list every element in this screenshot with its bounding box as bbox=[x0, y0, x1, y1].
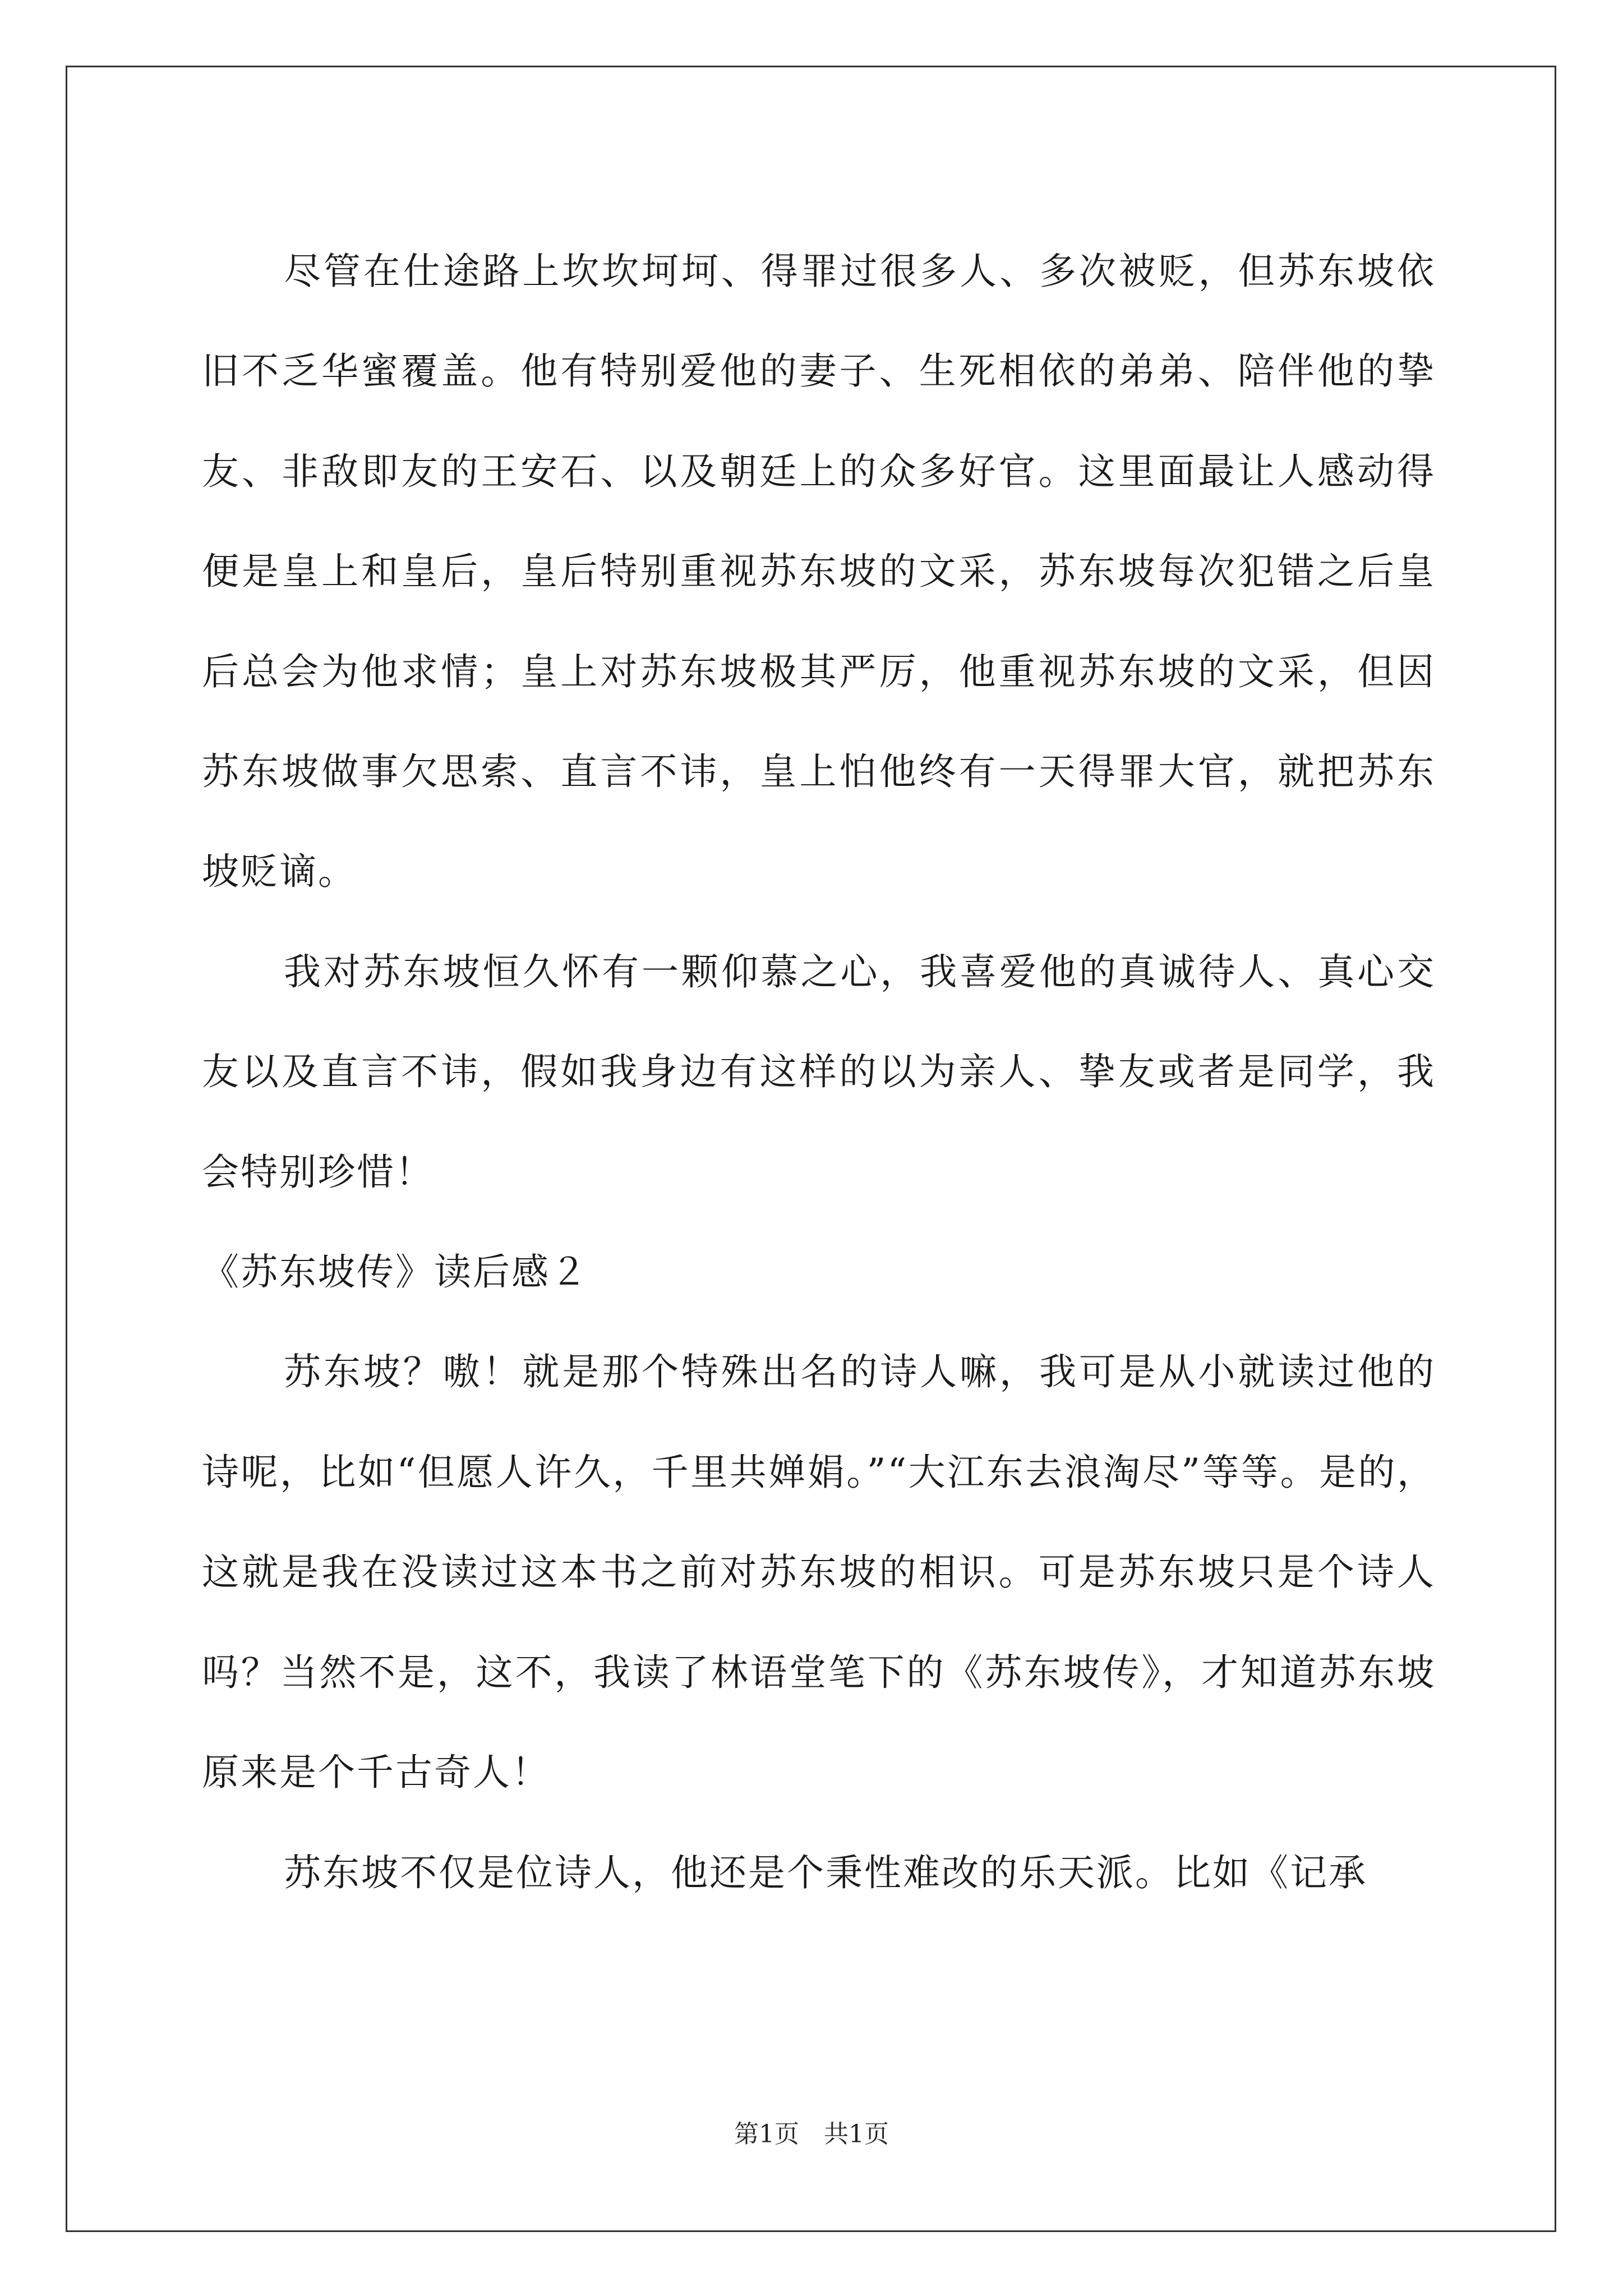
paragraph: 尽管在仕途路上坎坎坷坷、得罪过很多人、多次被贬，但苏东坡依旧不乏华蜜覆盖。他有特别爱他的妻子、生死相依的弟弟、陪伴他的挚友、非敌即友的王安石、以及朝廷上的众多好官。这里面最让人感动得便是皇上和皇后，皇后特别重视苏东坡的文采，苏东坡每次犯错之后皇后总会为他求情；皇上对苏东坡极其严厉，他重视苏东坡的文采，但因苏东坡做事欠思索、直言不讳，皇上怕他终有一天得罪大官，就把苏东坡贬谪。 bbox=[202, 250, 1436, 894]
document-body bbox=[202, 222, 1436, 1923]
paragraph: 我对苏东坡恒久怀有一颗仰慕之心，我喜爱他的真诚待人、真心交友以及直言不讳，假如我身边有这样的以为亲人、挚友或者是同学，我会特别珍惜！ bbox=[202, 950, 1436, 1194]
page-number: 第1页 共1页 bbox=[734, 2120, 889, 2148]
page-footer bbox=[0, 2118, 1623, 2151]
paragraph: 苏东坡？嗷！就是那个特殊出名的诗人嘛，我可是从小就读过他的诗呢，比如“但愿人许久，千里共婵娟。”“大江东去浪淘尽”等等。是的，这就是我在没读过这本书之前对苏东坡的相识。可是苏东坡只是个诗人吗？当然不是，这不，我读了林语堂笔下的《苏东坡传》，才知道苏东坡原来是个千古奇人！ bbox=[202, 1350, 1436, 1795]
paragraph: 苏东坡不仅是位诗人，他还是个秉性难改的乐天派。比如《记承 bbox=[284, 1851, 1367, 1894]
section-heading: 《苏东坡传》读后感２ bbox=[202, 1250, 589, 1294]
